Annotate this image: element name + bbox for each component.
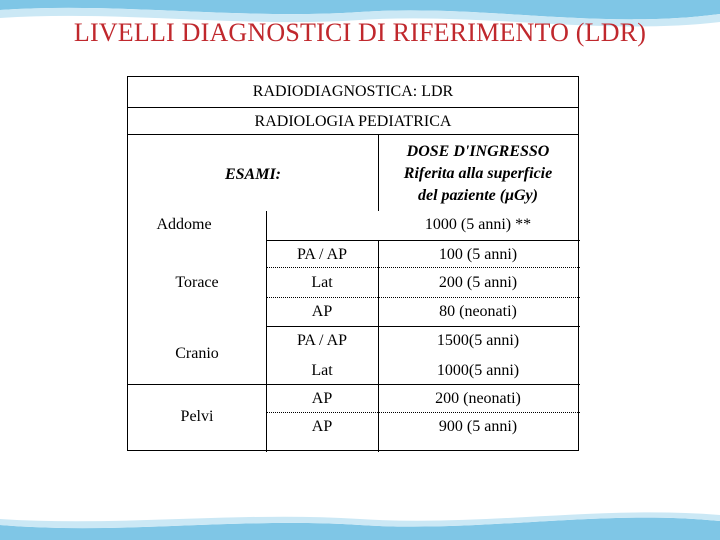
projection-pelvi-1: AP [311, 390, 333, 407]
exam-name-addome: Addome [156, 216, 212, 233]
projection-cranio-1: PA / AP [296, 332, 348, 349]
projection-torace-3: AP [311, 303, 333, 320]
table-header-pediatric: RADIOLOGIA PEDIATRICA [254, 113, 452, 130]
projection-torace-2: Lat [311, 274, 333, 291]
dose-header-line-1: DOSE D'INGRESSO [406, 143, 550, 160]
exam-name-torace: Torace [175, 274, 219, 291]
dose-header-line-2: Riferita alla superficie [403, 165, 553, 182]
column-header-exams: ESAMI: [224, 166, 282, 183]
dose-torace-3: 80 (neonati) [439, 303, 517, 320]
dose-header-line-3: del paziente (μGy) [418, 187, 538, 204]
projection-pelvi-2: AP [311, 418, 333, 435]
dose-cranio-2: 1000(5 anni) [436, 362, 520, 379]
dose-addome: 1000 (5 anni) ** [424, 216, 532, 233]
projection-torace-1: PA / AP [296, 246, 348, 263]
bottom-wave-decoration [0, 505, 720, 540]
dose-pelvi-2: 900 (5 anni) [438, 418, 518, 435]
slide-title: LIVELLI DIAGNOSTICI DI RIFERIMENTO (LDR) [73, 18, 647, 47]
dose-torace-1: 100 (5 anni) [438, 246, 518, 263]
dose-pelvi-1: 200 (neonati) [435, 390, 521, 407]
exam-name-cranio: Cranio [175, 345, 219, 362]
table-header-ldr: RADIODIAGNOSTICA: LDR [252, 83, 454, 100]
exam-name-pelvi: Pelvi [180, 408, 214, 425]
column-header-dose [378, 141, 578, 207]
ldr-table [127, 76, 579, 451]
projection-cranio-2: Lat [311, 362, 333, 379]
dose-torace-2: 200 (5 anni) [438, 274, 518, 291]
dose-cranio-1: 1500(5 anni) [436, 332, 520, 349]
